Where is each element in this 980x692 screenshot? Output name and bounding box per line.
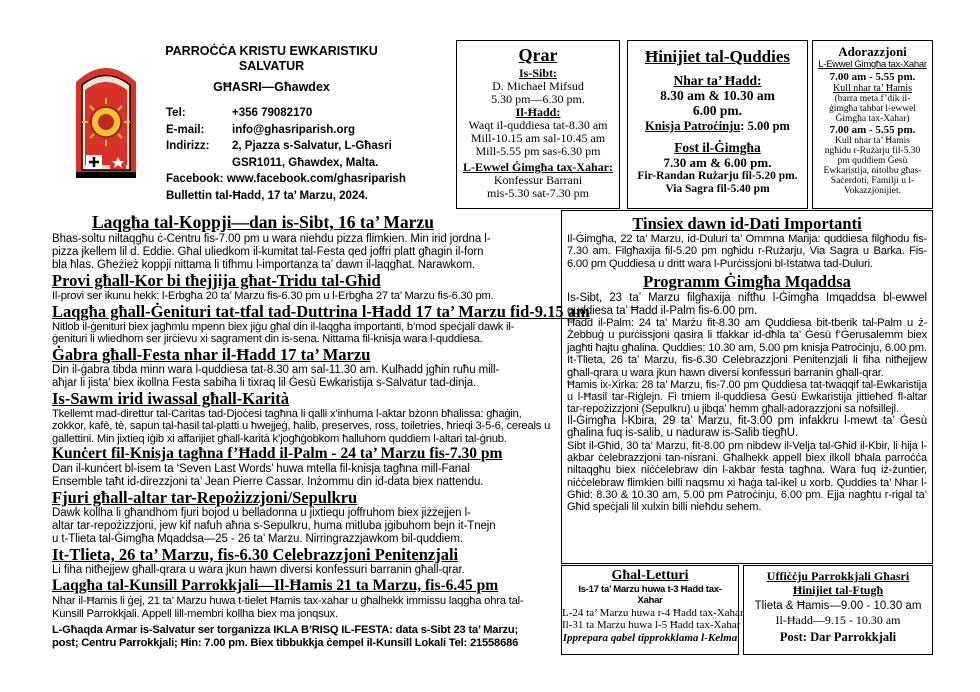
ufficcju-box xyxy=(743,565,933,655)
qrar-hadd-label: Il-Ħadd: xyxy=(515,105,561,119)
heading-fjuri: Fjuri għall-altar tar-Repożizzjoni/Sepulkru xyxy=(52,488,358,507)
letturi-line: L-24 ta’ Marzu huwa r-4 Ħadd tax-Xahar xyxy=(562,607,744,619)
parish-header xyxy=(164,44,379,95)
para-penitenzjali: Li fiha nitħejjew għall-qrara u wara jkun hawn diversi konfessuri barranin għall-qrar. xyxy=(52,564,465,576)
ufficcju-title: Uffiċċju Parrokkjali Għasri xyxy=(766,569,910,583)
para-fjuri: Dawk kollha li għandhom fjuri bojod u belladonna u jixtiequ joffruhom biex jiżżejjen l- altar tar-repożizzjoni, jew kif nafuh aħna s-Sepulkru, huma mitluba jġibuhom bejn it-Tnejn u t-Tlieta tal-Ġimgħa Mqaddsa—25 - 26 ta’ Marzu. Nirringrazzjawkom bil-quddiem. xyxy=(52,507,496,545)
contact-facebook[interactable]: Facebook: www.facebook.com/ghasriparish xyxy=(166,173,406,185)
qrar-box xyxy=(456,40,620,209)
letturi-box xyxy=(561,565,744,655)
quddies-box xyxy=(627,40,808,209)
ufficcju-hours-1: Tlieta & Ħamis—9.00 - 10.30 am xyxy=(754,600,922,612)
quddies-title: Ħinijiet tal-Quddies xyxy=(645,47,790,66)
letturi-line: Il-31 ta Marzu huwa l-5 Ħadd tax-Xahar xyxy=(562,619,741,631)
contact-tel: Tel: +356 79082170 xyxy=(166,107,313,119)
adorazzjoni-title: Adorazzjoni xyxy=(838,44,907,59)
quddies-fost-line: Via Sagra fil-5.40 pm xyxy=(665,182,770,195)
para-ikla: L-Għaqda Armar is-Salvatur ser torganizza IKLA B’RISQ IL-FESTA: data s-Sibt 23 ta’ Marzu; post; Centru Parrokkjali; Ħin: 7.00 pm. Biex tibbukkja ċempel il-Kunsill Lokali Tel: 21558686 xyxy=(52,624,519,649)
adorazzjoni-note-line: Saċerdoti, Familji u l- xyxy=(830,176,915,186)
bulletin-date: Bullettin tal-Ħadd, 17 ta’ Marzu, 2024. xyxy=(166,189,368,202)
adorazzjoni-time-2: 7.00 am - 5.55 pm. xyxy=(829,124,916,136)
ufficcju-post: Post: Dar Parrokkjali xyxy=(779,630,897,644)
qrar-ewwel-line: mis-5.30 sat-7.30 pm xyxy=(487,186,589,200)
parish-name: PARROĊĊA KRISTU EWKARISTIKU SALVATUR xyxy=(165,44,378,73)
heading-provi-kor: Provi għall-Kor bi tħejjija għat-Tridu tal-Għid xyxy=(52,271,381,290)
adorazzjoni-note-line: pm quddiem Ġesù xyxy=(837,156,908,166)
heading-koppji: Laqgħa tal-Koppji—dan is-Sibt, 16 ta’ Marzu xyxy=(92,212,434,232)
qrar-title: Qrar xyxy=(518,45,558,65)
adorazzjoni-kull-label: Kull nhar ta’ Ħamis xyxy=(833,83,912,94)
quddies-hadd-line: 8.30 am & 10.30 am xyxy=(660,88,775,103)
adorazzjoni-note-line: ngħidu r-Rużarju fil-5.30 xyxy=(824,146,921,156)
letturi-title: Għal-Letturi xyxy=(611,568,689,583)
qrar-sibt-line: 5.30 pm—6.30 pm. xyxy=(491,92,585,106)
para-sawm: Tkellemt mad-direttur tal-Caritas tad-Djoċesi tagħna li qalli x’inhuma l-aktar bżonn bħalissa: għaġin, zokkor, kafè, tè, sapun tal-ħasil tal-platti u ħwejjeġ, ħalib, preserves, ross, toiletries, ħrieqi 3-5-6, cereals u gallettini. Min jixtieq iġib xi affarijiet għall-karità k’jogħġobkom ħalluhom quddiem l-altari tal-ġnub. xyxy=(52,407,551,445)
qrar-hadd-line: Waqt il-quddiesa tat-8.30 am xyxy=(468,118,608,132)
heading-kunsill: Laqgħa tal-Kunsill Parrokkjali—Il-Ħamis 21 ta Marzu, fis-6.45 pm xyxy=(52,577,499,594)
para-programm-intro: Is-Sibt, 23 ta’ Marzu filgħaxija niftħu l-Ġimgħa Imqaddsa bl-ewwel quddiesa ta’ Ħadd il-Palm fis-6.00 pm. xyxy=(567,292,927,317)
letturi-line: Xahar xyxy=(637,595,663,606)
qrar-sibt-line: D. Michael Mifsud xyxy=(492,79,584,93)
letturi-footer: Ipprepara qabel tipprokklama l-Kelma xyxy=(562,632,738,644)
heading-gabra: Ġabra għall-Festa nhar il-Ħadd 17 ta’ Marzu xyxy=(52,344,371,364)
adorazzjoni-kull-line: ġimgħa tahbat l-ewwel xyxy=(828,104,917,114)
important-dates-title: Tinsiex dawn id-Dati Importanti xyxy=(632,214,862,233)
para-gimgha-kbira: Il-Ġimgħa l-Kbira, 29 ta’ Marzu, fit-3.00 pm infakkru l-mewt ta’ Ġesù għalina fuq is-salib, u naduraw is-Salib tiegħU. xyxy=(567,415,927,440)
para-sibt-ghid: Sibt il-Għid, 30 ta’ Marzu, fit-8.00 pm nibdew il-Velja tal-Għid il-Kbir, li hija l-akbar ċelebrazzjoni tan-nisrani. Għalhekk appell biex ilkoll bħala parroċċa niltaqgħu biex niċċelebraw din l-akbar festa tagħna. Wara fuq iż-żuntier, niċċelebraw flimkien billi naqsmu xi ħaġa tal-ikel u xorb. Quddies ta’ Nhar l-Għid: 8.30 & 10.30 am, 5.00 pm Patroċinju, 6.00 pm. Ejja nagħtu r-rigal ta’ Għid speċjali lil xulxin billi nieħdu sehem. xyxy=(567,439,927,514)
quddies-fost-line: Fir-Randan Rużarju fil-5.20 pm. xyxy=(637,170,798,182)
quddies-hadd-line: 6.00 pm. xyxy=(692,103,743,118)
left-column xyxy=(52,212,590,649)
para-koppji: Bhas-soltu niltaqgħu ċ-Centru fis-7.00 pm u wara niehdu pizza flimkien. Min irid jordna l- pizza jkellem lil d. Eddie. Għal uliedkom il-kumitat tal-Festa qed joffri platt għagin il-forn bla ħlas. Għeżież koppji nittama li tifhmu l-importanza ta’ dawn il-laqgħat. Narawkom. xyxy=(52,233,491,271)
adorazzjoni-box xyxy=(812,40,933,209)
para-hamis-xirka: Ħamis ix-Xirka: 28 ta’ Marzu, fis-7.00 pm Quddiesa tat-twaqqif tal-Ewkaristija u l-Ħasil tar-Riġlejn. Fi tmiem il-quddiesa Ġesù Ewkaristija jittieħed fl-altar tar-repożizzjoni (Sepulkru) u jibqa’ hemm għall-adorazzjoni sa nofsillejl. xyxy=(567,379,927,416)
ufficcju-subtitle: Ħinijiet tal-Ftugħ xyxy=(792,583,884,597)
important-dates-box xyxy=(561,210,933,564)
para-kunsill: Nhar il-Ħamis li ġej, 21 ta’ Marzu huwa t-tielet Ħamis tax-xahar u għalhekk immissu laqgħa ohra tal- Kunsill Parrokkjali. Appell lill-membri kollha biex ma jonqsux. xyxy=(52,595,524,620)
para-duluri: Il-Ġimgħa, 22 ta’ Marzu, id-Duluri ta’ Ommna Marija: quddiesa filgħodu fis-7.30 am. Filgħaxija fil-5.20 pm ngħidu r-Rużarju, Via Sagra u Barka. Fis-6.00 pm Quddiesa u dritt wara l-Purċissjoni bl-Istatwa tad-Duluri. xyxy=(567,233,927,270)
contact-address-2: GSR1011, Għawdex, Malta. xyxy=(232,156,379,169)
heading-sawm: Is-Sawm irid iwassal għall-Karità xyxy=(52,388,289,408)
contact-address: Indirizz: 2, Pjazza s-Salvatur, L-Għasri xyxy=(166,140,392,152)
adorazzjoni-ewwel-label: L-Ewwel Ġimgħa tax-Xahar xyxy=(818,59,927,70)
quddies-knisja: Knisja Patroċinju: 5.00 pm xyxy=(645,119,790,133)
heading-genituri: Laqgħa għall-Ġenituri tat-tfal tad-Duttrina l-Ħadd 17 ta’ Marzu fid-9.15 am xyxy=(52,301,590,321)
quddies-hadd-label: Nhar ta’ Ħadd: xyxy=(673,73,762,88)
adorazzjoni-note-line: Kull nhar ta’ Ħamis xyxy=(834,136,910,146)
qrar-ewwel-label: L-Ewwel Ġimgħa tax-Xahar: xyxy=(463,160,613,174)
para-it-tlieta: It-Tlieta, 26 ta’ Marzu, fis-6.30 Celebrazzjoni Penitenzjali li fiha nitħejjew għall-qrara u wara jkun hawn diversi konfessuri barranin għall-qrar. xyxy=(567,354,927,379)
quddies-fost-line: 7.30 am & 6.00 pm. xyxy=(663,155,772,170)
adorazzjoni-note-line: Ewkaristija, nitolbu għas- xyxy=(823,166,922,176)
adorazzjoni-kull-line: (barra meta f’dik il- xyxy=(834,94,911,104)
programm-title: Programm Ġimgħa Mqaddsa xyxy=(643,272,851,292)
quddies-fost-label: Fost il-Ġimgħa xyxy=(674,140,761,155)
para-kuncert: Dan il-kunċert bl-isem ta ‘Seven Last Words’ huwa mtella fil-knisja tagħna mill-Fanal Ensemble taħt id-direzzjoni ta’ Jean Pierre Cassar. Inżommu din id-data biex nattendu. xyxy=(52,463,484,488)
qrar-hadd-line: Mill-5.55 pm sas-6.30 pm xyxy=(475,144,601,158)
heading-penitenzjali: It-Tlieta, 26 ta’ Marzu, fis-6.30 Celebrazzjoni Penitenzjali xyxy=(52,545,459,564)
adorazzjoni-time-1: 7.00 am - 5.55 pm. xyxy=(829,71,916,83)
heading-kuncert: Kunċert fil-Knisja tagħna f’Ħadd il-Palm - 24 ta’ Marzu fis-7.30 pm xyxy=(52,445,503,462)
para-hadd-palm: Ħadd il-Palm: 24 ta’ Marżu fit-8.30 am Quddiesa bit-tberik tal-Palm u ż-Żebbuġ u purċissjoni qasira li tfakkar id-dħla ta’ Ġesù f’Ġerusalemm biex jagħti ħajtu għalina. Quddies: 10.30 am, 5.00 pm knisja Patroċinju, 6.00 pm. xyxy=(567,317,927,354)
para-genituri: Nitlob il-ġenituri biex jagħmlu mpenn biex jiġu għal din il-laqgħa importanti, b’mod speċjali dawk il- ġenituri li wliedhom ser jirċievu xi sagrament din is-sena. Nittama fil-knisja wara l-quddiesa. xyxy=(52,320,515,345)
letturi-line: Is-17 ta’ Marzu huwa t-3 Ħadd tax- xyxy=(578,584,722,595)
para-provi-kor: Il-provi ser ikunu hekk: l-Erbgħa 20 ta’ Marzu fis-6.30 pm u l-Erbgħa 27 ta’ Marzu fis-6.30 pm. xyxy=(52,290,494,302)
qrar-ewwel-line: Konfessur Barrani xyxy=(493,173,583,187)
qrar-sibt-label: Is-Sibt: xyxy=(518,66,557,80)
para-gabra: Din il-ġabra tibda minn wara l-quddiesa tat-8.30 am sal-11.30 am. Kulħadd jgħin ruħu mill- aħjar li jista’ biex ikollna Festa sabiħa li tixraq lil Ġesù Ewkaristija s-Salvatur tad-dinja. xyxy=(52,363,500,389)
parish-location: GĦASRI—Għawdex xyxy=(213,80,330,94)
adorazzjoni-note-line: Vokazzjonijiet. xyxy=(843,186,902,196)
contact-email[interactable]: E-mail: info@ghasriparish.org xyxy=(166,123,356,136)
adorazzjoni-kull-line: Ġimgħa tax-Xahar) xyxy=(835,114,910,124)
qrar-hadd-line: Mill-10.15 am sal-10.45 am xyxy=(470,131,606,145)
ufficcju-hours-2: Il-Ħadd—9.15 - 10.30 am xyxy=(775,613,901,627)
parish-logo xyxy=(58,60,154,200)
